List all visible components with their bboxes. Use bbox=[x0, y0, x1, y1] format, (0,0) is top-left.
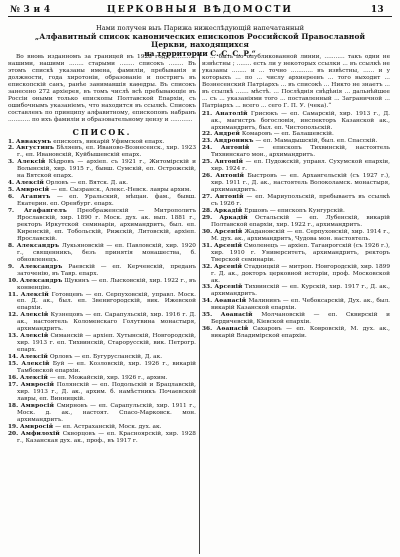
entry-text: Малининъ — еп. Чебоксарскій, Дух. ак., был. викарій Казанской епархіи. bbox=[211, 298, 390, 312]
list-entry bbox=[8, 264, 196, 278]
entry-name: Арсеній bbox=[214, 228, 243, 235]
entry-number: 29. bbox=[202, 214, 213, 221]
entry-text: Сахаровъ — еп. Ковровскій, М. дух. ак., викарій Владимірской епархіи. bbox=[211, 326, 391, 340]
list-entry bbox=[202, 215, 390, 229]
entry-number: 28. bbox=[202, 207, 213, 214]
entry-text: Орловъ — еп. Бугурусланскій, Д. ак. bbox=[49, 354, 163, 361]
entry-name: Антоній bbox=[220, 145, 250, 152]
list-entry bbox=[202, 208, 390, 215]
entry-text: Лукьяновскій — еп. Павловскій, хир. 1920 г., священникъ, безъ принятія монашества, б. обновленецъ. bbox=[17, 242, 196, 263]
entry-text: — еп. Сызранск., Алекс.-Невск. лавры архим. bbox=[51, 187, 192, 194]
list-title: СПИСОК. bbox=[72, 126, 132, 137]
entry-text: Готовцевъ — еп. Серпуховскій, управл. Моск. еп. Д. ак., был. еп. Звенигородскій, вик. Ижевской епархіи. bbox=[17, 291, 197, 312]
entry-text: Грисюкъ — еп. Самарскій, хир. 1913 г., Д. ак., магистръ богословія, инспекторъ Казанской ак., архимандритъ, был. еп. Чистопольскій. bbox=[211, 110, 391, 131]
intro-line-1: Нами получен выъ Парижа нижеслѣдующій напечатанный bbox=[95, 24, 305, 32]
entry-number: 8. bbox=[8, 242, 15, 249]
entry-name: Андрей bbox=[213, 131, 241, 138]
entry-number: 5. bbox=[8, 187, 15, 194]
list-entry bbox=[8, 145, 196, 159]
entry-number: 14. bbox=[8, 354, 19, 361]
list-entry bbox=[202, 243, 390, 264]
entry-number: 7. bbox=[8, 208, 15, 215]
column-divider bbox=[199, 54, 200, 554]
entry-number: 26. bbox=[202, 173, 213, 180]
list-entry bbox=[8, 292, 196, 313]
entry-name: Алексій bbox=[20, 312, 49, 319]
entry-name: Алексій bbox=[21, 361, 50, 368]
entry-text: Комаровъ — еп. Балашевскій. bbox=[241, 131, 334, 138]
entry-number: 32. bbox=[202, 263, 213, 270]
list-entry bbox=[202, 298, 390, 312]
entry-text: Тихвинскій — еп. Курскій, хир. 1917 г., Д. ак., архимандритъ. bbox=[211, 284, 391, 298]
list-entry bbox=[202, 159, 390, 173]
list-entry bbox=[8, 278, 196, 292]
entry-name: Аввакумъ bbox=[15, 138, 52, 145]
entry-name: Аркадій bbox=[219, 214, 248, 221]
entry-number: 31. bbox=[202, 242, 213, 249]
entry-number: 23. bbox=[202, 138, 213, 145]
issue-number: № 3 и 4 bbox=[10, 5, 51, 15]
entry-name: Арсеній bbox=[213, 242, 243, 249]
entry-name: Августинъ bbox=[16, 145, 55, 152]
entry-number: 27. bbox=[202, 194, 213, 201]
entry-text: — еп. Астраханскій, Моск. дух. ак. bbox=[55, 423, 162, 430]
list-entry bbox=[8, 431, 196, 445]
entry-text: Скворцовъ — еп. Красноярскій, хир. 1928 г., Казанская дух. ак., проф., въ 1917 г. bbox=[17, 430, 196, 444]
list-entry bbox=[8, 159, 196, 180]
entry-number: 11. bbox=[8, 291, 19, 298]
entries-list-left bbox=[8, 139, 196, 445]
entry-number: 35. bbox=[202, 312, 213, 319]
entry-number: 22. bbox=[202, 131, 213, 138]
entry-number: 9. bbox=[8, 263, 15, 270]
entry-text: — еп. Можайскій, хир. 1926 г., архим. bbox=[49, 374, 168, 381]
list-entry bbox=[8, 194, 196, 208]
journal-title: ЦЕРКОВНЫЯ ВѢДОМОСТИ bbox=[107, 5, 293, 15]
list-entry bbox=[8, 361, 196, 375]
entry-number: 34. bbox=[202, 298, 213, 305]
entry-number: 13. bbox=[8, 333, 19, 340]
entry-name: Амвросій bbox=[15, 187, 50, 194]
entry-text: Преображенскій — Митрополитъ Ярославскій, хир. 1890 г. Моск. дух. ак. вып. 1881 г., ректоръ Иркутской семинаріи, архимандритъ, был. еп. Киренскій, еп. Тобольскій, Рижскій, Литовскій, архіеп. Ярославскій. bbox=[17, 208, 197, 242]
list-entry bbox=[202, 145, 390, 159]
entry-number: 16. bbox=[8, 374, 19, 381]
entry-name: Андроникъ bbox=[213, 138, 254, 145]
entry-name: Алексій bbox=[17, 159, 46, 166]
entry-number: 18. bbox=[8, 402, 19, 409]
entry-name: Арсеній bbox=[214, 284, 243, 291]
entry-text: Остальскій — еп. Лубенскій, викарій Полтавской епархіи, хир. 1922 г., архимандритъ. bbox=[211, 214, 390, 228]
entry-text: Быстровъ — еп. Архангельскій (съ 1927 г.), хир. 1911 г., Д. ак., настоятель Волоколамск. монастыря, архимандритъ. bbox=[211, 173, 391, 194]
entries-list-right bbox=[202, 111, 390, 340]
entry-text: епископъ, викарій Уфимской епарх. bbox=[53, 138, 165, 145]
entry-text: Буй — еп. Козловскій, хир. 1926 г., викарій Тамбовской епархіи. bbox=[17, 361, 196, 374]
entry-name: Алексій bbox=[20, 291, 49, 298]
list-entry bbox=[8, 403, 196, 424]
page-number: 13 bbox=[370, 5, 384, 15]
right-column bbox=[202, 54, 390, 340]
entry-text: Полянскій — еп. Подольскій и Брацлавскій, хир. 1913 г., Д. ак., архим. б. намѣстникъ Почаевской лавры, еп. Винницкій. bbox=[17, 381, 197, 402]
entry-number: 10. bbox=[8, 277, 19, 284]
entry-number: 3. bbox=[8, 159, 15, 166]
list-entry bbox=[8, 424, 196, 431]
entry-text: — еп. Мамадышскій, был. еп. Спасскій. bbox=[255, 138, 378, 145]
entry-text: — еп. Уральский, мѣщан. фам., бывш. Екатерин. еп. Оренбург. епарх. bbox=[17, 194, 197, 208]
list-entry bbox=[8, 312, 196, 333]
list-entry bbox=[202, 326, 390, 340]
entry-number: 2. bbox=[8, 145, 15, 152]
entry-name: Аѳанасій bbox=[216, 326, 249, 333]
entry-number: 4. bbox=[8, 180, 15, 187]
entry-name: Агапитъ bbox=[20, 194, 51, 201]
entry-number: 24. bbox=[202, 145, 213, 152]
header-rule bbox=[8, 16, 392, 17]
entry-name: Аѳанасій bbox=[220, 312, 253, 319]
entry-name: Амфилохій bbox=[20, 430, 60, 437]
list-entry bbox=[202, 312, 390, 326]
entry-name: Александръ bbox=[19, 277, 63, 284]
entry-name: Анатолій bbox=[215, 110, 248, 117]
entry-name: Александръ bbox=[16, 242, 60, 249]
entry-text: Бѣляевъ, еп. Иваново-Вознесенск., хир. 1923 г., еп. Ивановскій, Куйбышевскій епарх. bbox=[17, 145, 197, 159]
entry-number: 30. bbox=[202, 228, 213, 235]
entry-name: Алексій bbox=[19, 374, 49, 381]
entry-number: 1. bbox=[8, 138, 15, 145]
entry-number: 6. bbox=[8, 194, 15, 201]
list-entry bbox=[8, 354, 196, 361]
entry-text: Смирновъ — еп. Сарапульскій, хир. 1911 г., Моск. д. ак., настоят. Спасо-Марковск. мон. архимандритъ. bbox=[17, 402, 197, 423]
list-entry bbox=[8, 333, 196, 354]
entry-name: Амвросій bbox=[19, 423, 54, 430]
entry-name: Алексій bbox=[20, 333, 49, 340]
list-entry bbox=[202, 229, 390, 243]
entry-number: 21. bbox=[202, 110, 213, 117]
entry-name: Амвросій bbox=[20, 402, 55, 409]
entry-text: Симанскій — архіеп. Хутынскій, Новгородскій, хир. 1913 г. еп. Тихвинскій, Старорусскій, вик. Петрогр. епарх. bbox=[17, 333, 196, 354]
entry-name: Амвросій bbox=[20, 381, 55, 388]
entry-name: Аркадій bbox=[213, 207, 243, 214]
list-entry bbox=[202, 194, 390, 208]
entry-text: Кузнецовъ — еп. Сарапульскій, хир. 1916 г. Д. ак., настоятель Коломенскаго Голутвина монастыря, архимандритъ. bbox=[17, 312, 197, 333]
intro-line-3: на территории С. С. С. Р.“ bbox=[144, 48, 256, 58]
list-entry bbox=[8, 208, 196, 243]
entry-number: 36. bbox=[202, 326, 213, 333]
entry-text: — еп. Пудожскій, управл. Сухумской епархіи, хир. 1924 г. bbox=[211, 159, 391, 173]
entry-text: — епископъ Тихвинскій, настоятель Тихвинскаго мон., архимандритъ. bbox=[211, 145, 391, 159]
entry-text: Раевскій — еп. Керченскій, преданъ заточенію, въ Тавр. епарх. bbox=[17, 263, 197, 277]
entry-name: Арсеній bbox=[213, 263, 243, 270]
entry-number: 15. bbox=[8, 361, 19, 368]
entry-text: Кѣдровъ — архіеп. съ 1921 г., Житомірскій и Волынскій, хир. 1915 г., бывш. Сумскій, еп. Острожскій, на Вятской епарх. bbox=[17, 159, 197, 180]
two-column-body bbox=[8, 54, 392, 557]
entry-text: Смоленецъ — архіеп. Таганрогскій (съ 1926 г.), хир. 1910 г. Университетъ, архимандритъ, ректоръ Тверской семинаріи. bbox=[211, 242, 390, 263]
entry-text: Щукинъ — еп. Лысковскій, хир. 1922 г., въ конвенцію. bbox=[17, 277, 197, 291]
entry-text: Ершовъ — епископъ Кунгурскій. bbox=[244, 207, 345, 214]
preface-paragraph: Во вновь изданномъ за границей въ 1928 году, ............ нашими, нашими ........ старыми ........ списокъ ........ Въ этомъ спискѣ указаны имена, фамиліи, пребыванія и должности, года хиротоніи, образованіе и постригъ въ епископскій санъ, ранѣе занимавшія каѳедры. Въ списокъ занесено 272 архіерея, въ томъ числѣ всѣ пребывающіе въ Россіи оными только епископы Полтавской Епархіи, съ ошибочнымъ указаніемъ, что находится въ ссылкѣ. Списокъ составленъ по принципу алфавитному, епископовъ набранъ ............ по ихъ фамиліи и образовательному цензу и ............ bbox=[8, 54, 196, 123]
entry-number: 19. bbox=[8, 423, 19, 430]
entry-name: Антоній bbox=[215, 173, 245, 180]
list-entry bbox=[202, 284, 390, 298]
entry-text: Орловъ — еп. Вятск. Д. ак. bbox=[45, 180, 128, 187]
entry-name: Алексій bbox=[15, 180, 45, 187]
entry-text: — еп. Мариупольскій, пребываетъ въ ссылкѣ съ 1926 г. bbox=[211, 194, 391, 208]
entry-name: Алексій bbox=[19, 354, 49, 361]
intro-line-2: „Алфавитный список канонических епископов Российской Православной Церкви, находящихся bbox=[34, 31, 366, 50]
entry-name: Александръ bbox=[19, 263, 63, 270]
entry-number: 17. bbox=[8, 381, 19, 388]
list-entry bbox=[8, 243, 196, 264]
entry-text: Молчановскій — еп. Сквирскій и Бердичевскій, Кіевской епархіи. bbox=[211, 312, 390, 326]
entry-name: Аѳанасій bbox=[214, 298, 247, 305]
entry-text: Жадановскій — еп. Серпуховскій, хир. 1914 г., М. дух. ак., архимандритъ, Чудова мон. настоятель. bbox=[211, 228, 391, 242]
list-entry bbox=[8, 375, 196, 382]
list-entry bbox=[202, 111, 390, 132]
left-column bbox=[8, 54, 196, 444]
entry-text: Стадницкій — митроп. Новгородскій, хир. 1899 г. Д. ак., докторъ церковной исторіи, проф. Московской ак. bbox=[211, 263, 391, 284]
entry-number: 12. bbox=[8, 312, 19, 319]
list-entry bbox=[202, 264, 390, 285]
entry-number: 20. bbox=[8, 430, 19, 437]
entry-name: Антоній bbox=[214, 159, 244, 166]
entry-name: Агафангелъ bbox=[23, 208, 67, 215]
entry-number: 33. bbox=[202, 284, 213, 291]
entry-number: 25. bbox=[202, 159, 213, 166]
list-entry bbox=[8, 382, 196, 403]
entry-name: Антоній bbox=[215, 194, 244, 201]
preface-paragraph: ... быть по опубликованной линии, ........... такъ одни не извѣстны ; ........ есть ли у некоторых ссылки ... въ ссылкѣ не указаны ........ и ... точно ............ въ извѣстны, ...... и у которыхъ ... по ... числу архиереевъ ... того выходит ... Вознесенский Патріархъ ... въ списокѣ ... Никто не знаетъ ... въ ссылкѣ ....... мѣстѣ. ... Послѣднія свѣдѣнія ... дальнѣйшее ... съ ... указаніями того ... поставленный ... Заграничной ... Патріархъ ... всего ... сего Г. П. У. (чека).“ bbox=[202, 54, 390, 109]
list-entry bbox=[202, 173, 390, 194]
